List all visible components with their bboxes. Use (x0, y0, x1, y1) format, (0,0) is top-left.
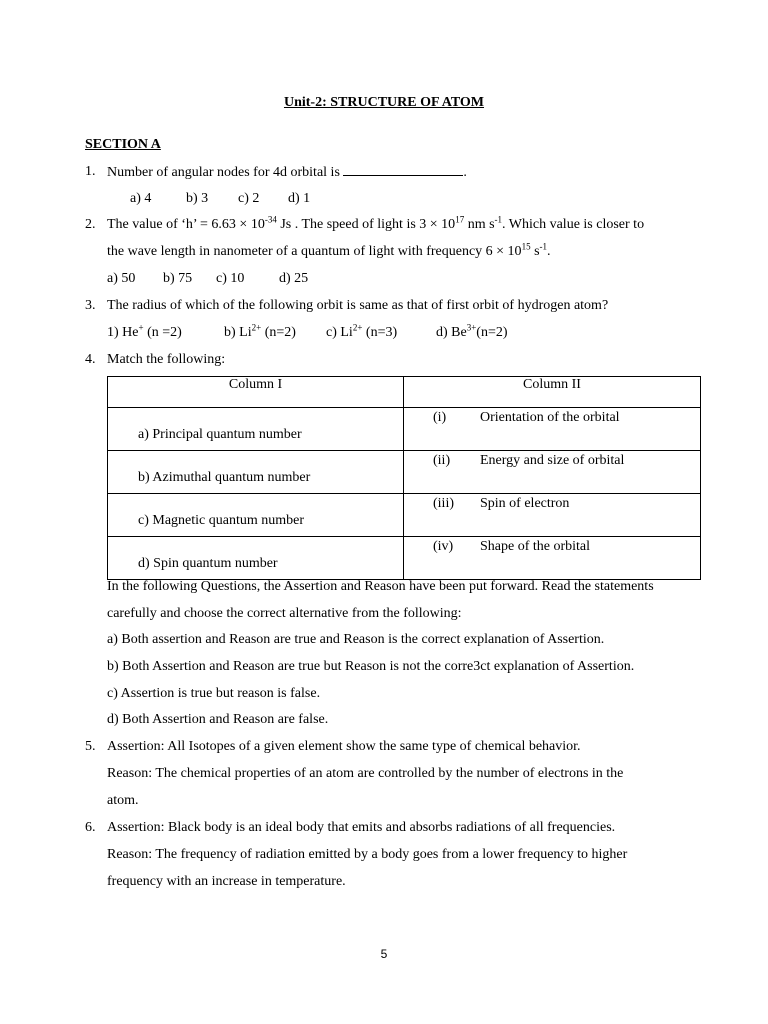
question-end: . (463, 165, 467, 180)
table-cell (108, 537, 404, 580)
question-4-text: Match the following: (107, 352, 226, 367)
table-cell (404, 451, 701, 494)
charge: 2+ (251, 322, 262, 333)
question-2-line-1 (107, 216, 644, 234)
option: b) 3 (186, 191, 209, 206)
cell-text: d) Spin quantum number (138, 556, 278, 571)
exponent: -1 (539, 241, 548, 252)
text: (n =2) (143, 325, 182, 340)
assertion-text: Assertion: Black body is an ideal body that emits and absorbs radiations of all frequencies. (107, 820, 616, 835)
column-header: Column I (108, 377, 404, 408)
option: d) 25 (279, 271, 309, 286)
table-row (108, 408, 701, 451)
cell-text: Orientation of the orbital (480, 410, 620, 425)
table-header-row (108, 377, 701, 408)
reason-text: frequency with an increase in temperature. (107, 874, 346, 889)
cell-text: a) Principal quantum number (138, 427, 302, 442)
instructions-line: In the following Questions, the Assertion and Reason have been put forward. Read the statements (107, 579, 654, 594)
cell-text: Energy and size of orbital (480, 453, 625, 468)
exponent: -34 (264, 214, 277, 225)
roman-numeral: (iii) (433, 496, 454, 511)
option: a) 50 (107, 271, 136, 286)
assertion-text: Assertion: All Isotopes of a given element show the same type of chemical behavior. (107, 739, 581, 754)
text: (n=2) (476, 325, 508, 340)
question-2-options (107, 270, 308, 288)
question-1-text (107, 163, 467, 182)
option (107, 324, 224, 342)
cell-text: Shape of the orbital (480, 539, 591, 554)
table-cell (404, 408, 701, 451)
table-cell (404, 537, 701, 580)
cell-content (404, 537, 700, 556)
cell-text: Spin of electron (480, 496, 570, 511)
charge: + (138, 322, 144, 333)
question-number: 4. (85, 352, 96, 367)
question-text: Number of angular nodes for 4d orbital is (107, 165, 340, 180)
section-heading: SECTION A (85, 137, 161, 152)
question-1-options (130, 190, 310, 208)
table-row (108, 494, 701, 537)
text: (n=3) (362, 325, 398, 340)
option (224, 324, 326, 342)
text: . Which value is closer to (502, 217, 645, 232)
option (326, 324, 436, 342)
option: c) 2 (238, 191, 260, 206)
exponent: 17 (455, 214, 465, 225)
cell-text: b) Azimuthal quantum number (138, 470, 311, 485)
text: b) Li (224, 325, 252, 340)
charge: 2+ (352, 322, 363, 333)
cell-content (404, 408, 700, 427)
cell-content (404, 494, 700, 513)
exponent: -1 (494, 214, 503, 225)
question-number: 1. (85, 164, 96, 179)
page-number: 5 (380, 947, 388, 961)
question-number: 6. (85, 820, 96, 835)
option (436, 324, 508, 342)
match-table (107, 376, 701, 580)
text: the wave length in nanometer of a quantum of light with frequency 6 × 10 (107, 244, 522, 259)
question-number: 2. (85, 217, 96, 232)
reason-text: atom. (107, 793, 139, 808)
option: d) 1 (288, 191, 311, 206)
option: c) 10 (216, 271, 245, 286)
text: The value of ‘h’ = 6.63 × 10 (107, 217, 265, 232)
ar-option-d: d) Both Assertion and Reason are false. (107, 712, 329, 727)
text: Js . The speed of light is 3 × 10 (276, 217, 456, 232)
text: c) Li (326, 325, 353, 340)
roman-numeral: (i) (433, 410, 447, 425)
question-number: 3. (85, 298, 96, 313)
reason-text: Reason: The chemical properties of an atom are controlled by the number of electrons in the (107, 766, 624, 781)
cell-content (404, 451, 700, 470)
ar-option-a: a) Both assertion and Reason are true and Reason is the correct explanation of Assertion. (107, 632, 605, 647)
page-title: Unit-2: STRUCTURE OF ATOM (283, 95, 485, 110)
ar-option-b: b) Both Assertion and Reason are true but Reason is not the corre3ct explanation of Assertion. (107, 659, 635, 674)
option: b) 75 (163, 271, 193, 286)
table-row (108, 451, 701, 494)
text: (n=2) (261, 325, 296, 340)
column-header: Column II (404, 377, 701, 408)
table-row (108, 537, 701, 580)
question-2-line-2 (107, 243, 551, 261)
roman-numeral: (iv) (433, 539, 454, 554)
cell-text: c) Magnetic quantum number (138, 513, 305, 528)
text: d) Be (436, 325, 467, 340)
roman-numeral: (ii) (433, 453, 451, 468)
answer-blank (343, 163, 463, 176)
question-number: 5. (85, 739, 96, 754)
question-3-options (107, 324, 508, 342)
option: a) 4 (130, 191, 152, 206)
instructions-line: carefully and choose the correct alternative from the following: (107, 606, 462, 621)
exponent: 15 (521, 241, 531, 252)
table-cell (108, 451, 404, 494)
text: 1) He (107, 325, 139, 340)
table-cell (108, 408, 404, 451)
charge: 3+ (466, 322, 477, 333)
table-cell (404, 494, 701, 537)
text: nm s (464, 217, 495, 232)
reason-text: Reason: The frequency of radiation emitted by a body goes from a lower frequency to higher (107, 847, 628, 862)
ar-option-c: c) Assertion is true but reason is false. (107, 686, 321, 701)
table-cell (108, 494, 404, 537)
text: s (530, 244, 540, 259)
text: . (547, 244, 551, 259)
question-3-text: The radius of which of the following orbit is same as that of first orbit of hydrogen atom? (107, 298, 609, 313)
